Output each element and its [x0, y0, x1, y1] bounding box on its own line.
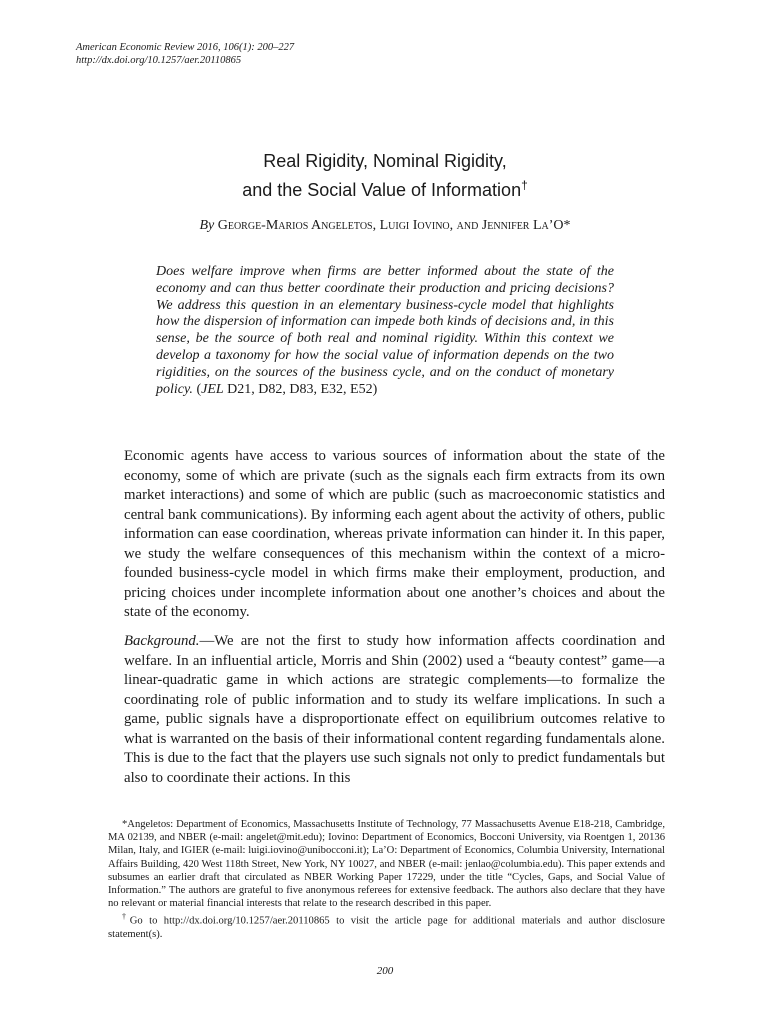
- footnote-dagger-mark: †: [122, 912, 130, 922]
- jel-codes: (JEL D21, D82, D83, E32, E52): [196, 381, 378, 397]
- body-paragraph-1: Economic agents have access to various sources of information about the state of the economy, some of which are private (such as the signals each firm extracts from its own market interactions) and some of which are public (such as macroeconomic statistics and central bank communications). By informing each agent about the activity of others, public information can ease coordination, whereas private information can hinder it. In this paper, we study the welfare consequences of this mechanism within the context of a micro-founded business-cycle model in which firms make their employment, production, and pricing choices under incomplete information about one another’s choices and about the state of the economy.: [124, 448, 665, 620]
- citation-line: American Economic Review 2016, 106(1): 200–227: [76, 42, 295, 53]
- title-line-2-text: and the Social Value of Information: [242, 180, 522, 200]
- footnote-star-mark: *: [122, 819, 128, 830]
- background-text: —We are not the first to study how information affects coordination and welfare. In an influential article, Morris and Shin (2002) used a “beauty contest” game—a linear-quadratic game in which actions are strategic complements—to formalize the coordinating role of public information and to study its welfare implications. In such a game, public signals have a disproportionate effect on equilibrium outcomes relative to what is warranted on the basis of their informational content regarding fundamentals alone. This is due to the fact that the players use such signals not only to predict fundamentals but also to coordinate their actions. In this: [124, 633, 665, 786]
- footnote-star: [108, 818, 665, 910]
- page-number: 200: [376, 965, 394, 977]
- author-names: George-Marios Angeletos, Luigi Iovino, and Jennifer La’O: [217, 218, 564, 233]
- author-footnote-mark[interactable]: *: [563, 218, 571, 233]
- abstract-text: Does welfare improve when firms are better informed about the state of the economy and can thus better coordinate their production and pricing decisions? We address this question in an elementary business-cycle model that highlights how the dispersion of information can impede both kinds of decisions and, in this sense, be the source of both real and nominal rigidity. Within this context we develop a taxonomy for how the social value of information depends on the two rigidities, on the sources of the business cycle, and on the conduct of monetary policy.: [156, 264, 614, 397]
- jel-code-list: D21, D82, D83, E32, E52: [227, 381, 373, 397]
- title-line-2: [0, 173, 770, 202]
- abstract: [156, 264, 614, 398]
- author-line: [0, 218, 770, 234]
- footnote-star-text: Angeletos: Department of Economics, Massachusetts Institute of Technology, 77 Massachusetts Avenue E18-218, Cambridge, MA 02139, and NBER (e-mail: angelet@mit.edu); Iovino: Department of Economics, Bocconi University, via Roentgen 1, 20136 Milan, Italy, and IGIER (e-mail: luigi.iovino@unibocconi.it); La’O: Department of Economics, Columbia University, International Affairs Building, 420 West 118th Street, New York, NY 10027, and NBER (e-mail: jenlao@columbia.edu). This paper extends and subsumes an earlier draft that circulated as NBER Working Paper 17229, under the title “Cycles, Gaps, and Social Value of Information.” The authors are grateful to five anonymous referees for extensive feedback. The authors also declare that they have no relevant or material financial interests that relate to the research described in this paper.: [108, 819, 665, 910]
- paper-title: [0, 149, 770, 202]
- journal-header: [76, 41, 294, 67]
- doi-link[interactable]: http://dx.doi.org/10.1257/aer.20110865: [76, 55, 242, 66]
- background-heading: Background.: [124, 633, 200, 649]
- jel-label: JEL: [201, 381, 224, 397]
- title-dagger-mark[interactable]: †: [521, 178, 528, 192]
- footnote-dagger: [108, 910, 665, 941]
- body-paragraph-2: [124, 632, 665, 788]
- footnote-dagger-text: Go to http://dx.doi.org/10.1257/aer.20110865 to visit the article page for additional materials and author disclosure statement(s).: [108, 915, 665, 941]
- by-label: By: [199, 218, 215, 233]
- title-line-1: Real Rigidity, Nominal Rigidity,: [263, 151, 507, 171]
- footnotes: [108, 818, 665, 941]
